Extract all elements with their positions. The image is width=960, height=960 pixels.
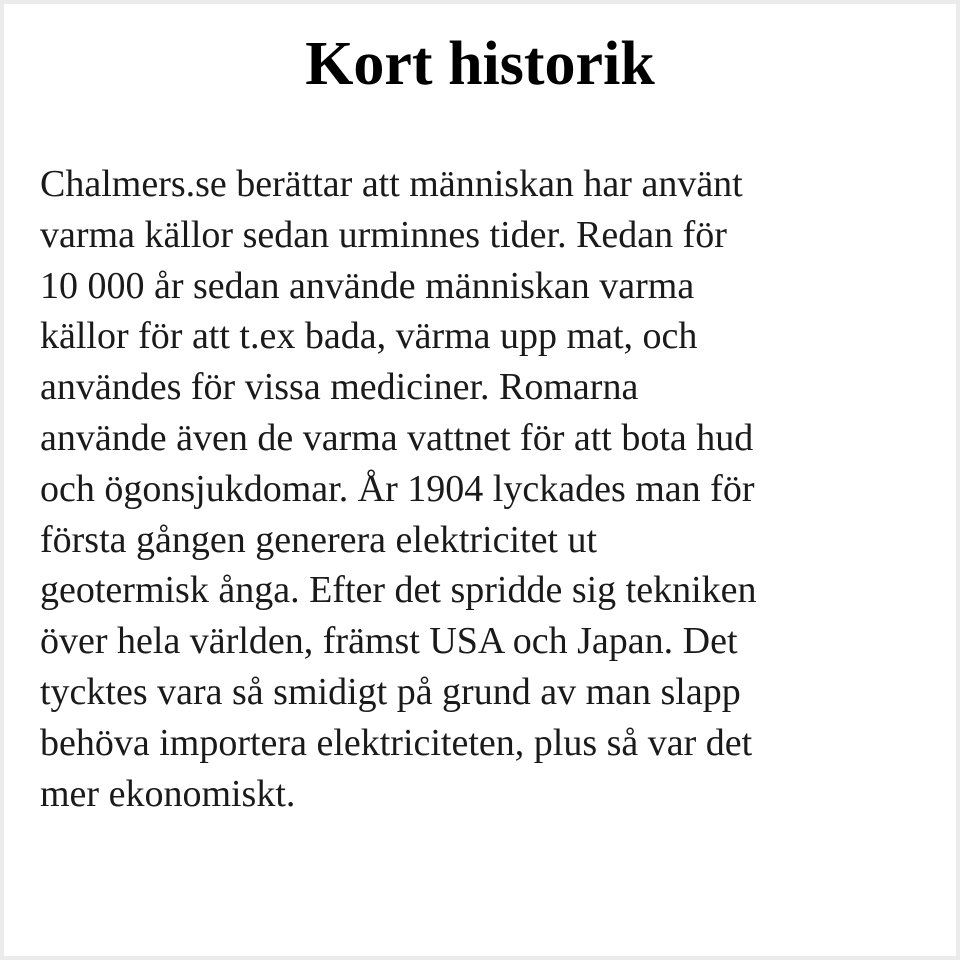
page-title: Kort historik — [305, 30, 655, 98]
paragraph-line: och ögonsjukdomar. År 1904 lyckades man för — [40, 467, 755, 510]
paragraph-line: användes för vissa mediciner. Romarna — [40, 366, 639, 409]
paragraph-line: varma källor sedan urminnes tider. Redan för — [40, 213, 727, 256]
paragraph-line: behöva importera elektriciteten, plus så var det — [40, 721, 753, 764]
paragraph-line: källor för att t.ex bada, värma upp mat, och — [40, 315, 698, 358]
paragraph-line: första gången generera elektricitet ut — [40, 518, 598, 561]
document-page — [4, 4, 956, 956]
paragraph-line: 10 000 år sedan använde människan varma — [40, 264, 695, 307]
body-paragraph — [40, 159, 920, 819]
paragraph-line: Chalmers.se berättar att människan har använt — [40, 163, 743, 205]
paragraph-line: tycktes vara så smidigt på grund av man slapp — [40, 670, 741, 713]
paragraph-line: geotermisk ånga. Efter det spridde sig tekniken — [40, 569, 757, 612]
paragraph-line: använde även de varma vattnet för att bota hud — [40, 416, 754, 459]
paragraph-line: mer ekonomiskt. — [40, 772, 296, 815]
paragraph-line: över hela världen, främst USA och Japan. Det — [40, 620, 738, 663]
